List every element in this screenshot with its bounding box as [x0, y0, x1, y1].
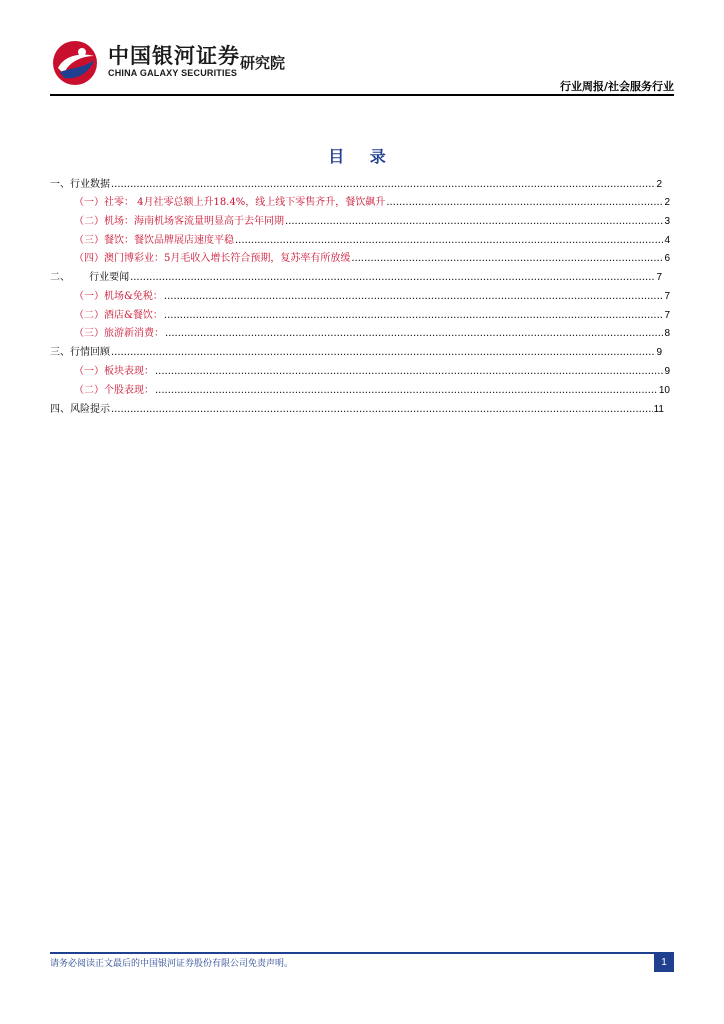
toc-leader-dots [111, 346, 655, 360]
toc-item[interactable] [50, 176, 662, 192]
galaxy-logo-icon [50, 38, 100, 88]
report-type: 行业周报/社会服务行业 [559, 80, 674, 93]
toc-item-label: （一）板块表现： [74, 366, 154, 377]
toc-item-label: （二）机场：海南机场客流量明显高于去年同期 [74, 216, 284, 227]
research-institute-label: 研究院 [240, 54, 286, 72]
toc-item-page: 10 [658, 385, 670, 396]
toc-item-page: 4 [664, 235, 670, 246]
toc-leader-dots [111, 403, 653, 417]
toc-item-page: 9 [664, 366, 670, 377]
toc-item-page: 2 [656, 179, 662, 190]
toc-item-label: （一）社零： 4月社零总额上升18.4%，线上线下零售齐升，餐饮飙升 [74, 197, 386, 208]
toc-item-label: （三）餐饮：餐饮品牌展店速度平稳 [74, 235, 234, 246]
toc-leader-dots [386, 196, 663, 210]
toc-item-label: （四）澳门博彩业：5月毛收入增长符合预期，复苏率有所放缓 [74, 253, 351, 264]
toc-item[interactable] [50, 401, 664, 417]
toc-item[interactable] [74, 232, 670, 248]
toc-leader-dots [165, 327, 663, 341]
toc-item-label: 一、行业数据 [50, 179, 110, 190]
toc-item-page: 7 [664, 291, 670, 302]
toc-leader-dots [235, 234, 663, 248]
toc-item-page: 6 [664, 253, 670, 264]
page-number: 1 [654, 952, 674, 972]
footer-divider [50, 952, 674, 954]
toc-item[interactable] [74, 194, 670, 210]
toc-item-page: 11 [653, 404, 664, 415]
toc-item[interactable] [50, 269, 662, 285]
toc-item[interactable] [50, 344, 662, 360]
company-name-cn: 中国银河证券 [108, 44, 240, 68]
toc-leader-dots [285, 215, 663, 229]
toc-item-page: 7 [656, 272, 662, 283]
toc-item-page: 3 [664, 216, 670, 227]
toc-title: 目 录 [328, 147, 396, 166]
page-header [0, 0, 724, 100]
toc-item-page: 9 [656, 347, 662, 358]
toc-leader-dots [164, 309, 664, 323]
toc-item[interactable] [74, 363, 670, 379]
toc-leader-dots [111, 178, 655, 192]
toc-item-label: （二）酒店&餐饮： [74, 310, 163, 321]
toc-item[interactable] [74, 288, 670, 304]
toc-leader-dots [155, 384, 658, 398]
toc-item[interactable] [74, 382, 670, 398]
toc-item-label: 二、 行业要闻 [50, 272, 130, 283]
toc-item[interactable] [74, 307, 670, 323]
toc-item[interactable] [74, 213, 670, 229]
toc-item-label: （一）机场&免税： [74, 291, 163, 302]
toc-item-label: 三、行情回顾 [50, 347, 110, 358]
toc-leader-dots [155, 365, 663, 379]
toc-leader-dots [130, 271, 655, 285]
toc-item-page: 8 [664, 328, 670, 339]
company-name-en: CHINA GALAXY SECURITIES [108, 68, 238, 78]
toc-leader-dots [351, 252, 663, 266]
toc-item[interactable] [74, 250, 670, 266]
header-divider [50, 94, 674, 96]
toc-item[interactable] [74, 325, 670, 341]
toc-leader-dots [164, 290, 664, 304]
toc-item-page: 7 [664, 310, 670, 321]
toc-item-page: 2 [664, 197, 670, 208]
toc-item-label: （三）旅游新消费： [74, 328, 164, 339]
toc-item-label: （二）个股表现： [74, 385, 154, 396]
disclaimer-text: 请务必阅读正文最后的中国银河证券股份有限公司免责声明。 [50, 959, 294, 969]
toc-item-label: 四、风险提示 [50, 404, 110, 415]
